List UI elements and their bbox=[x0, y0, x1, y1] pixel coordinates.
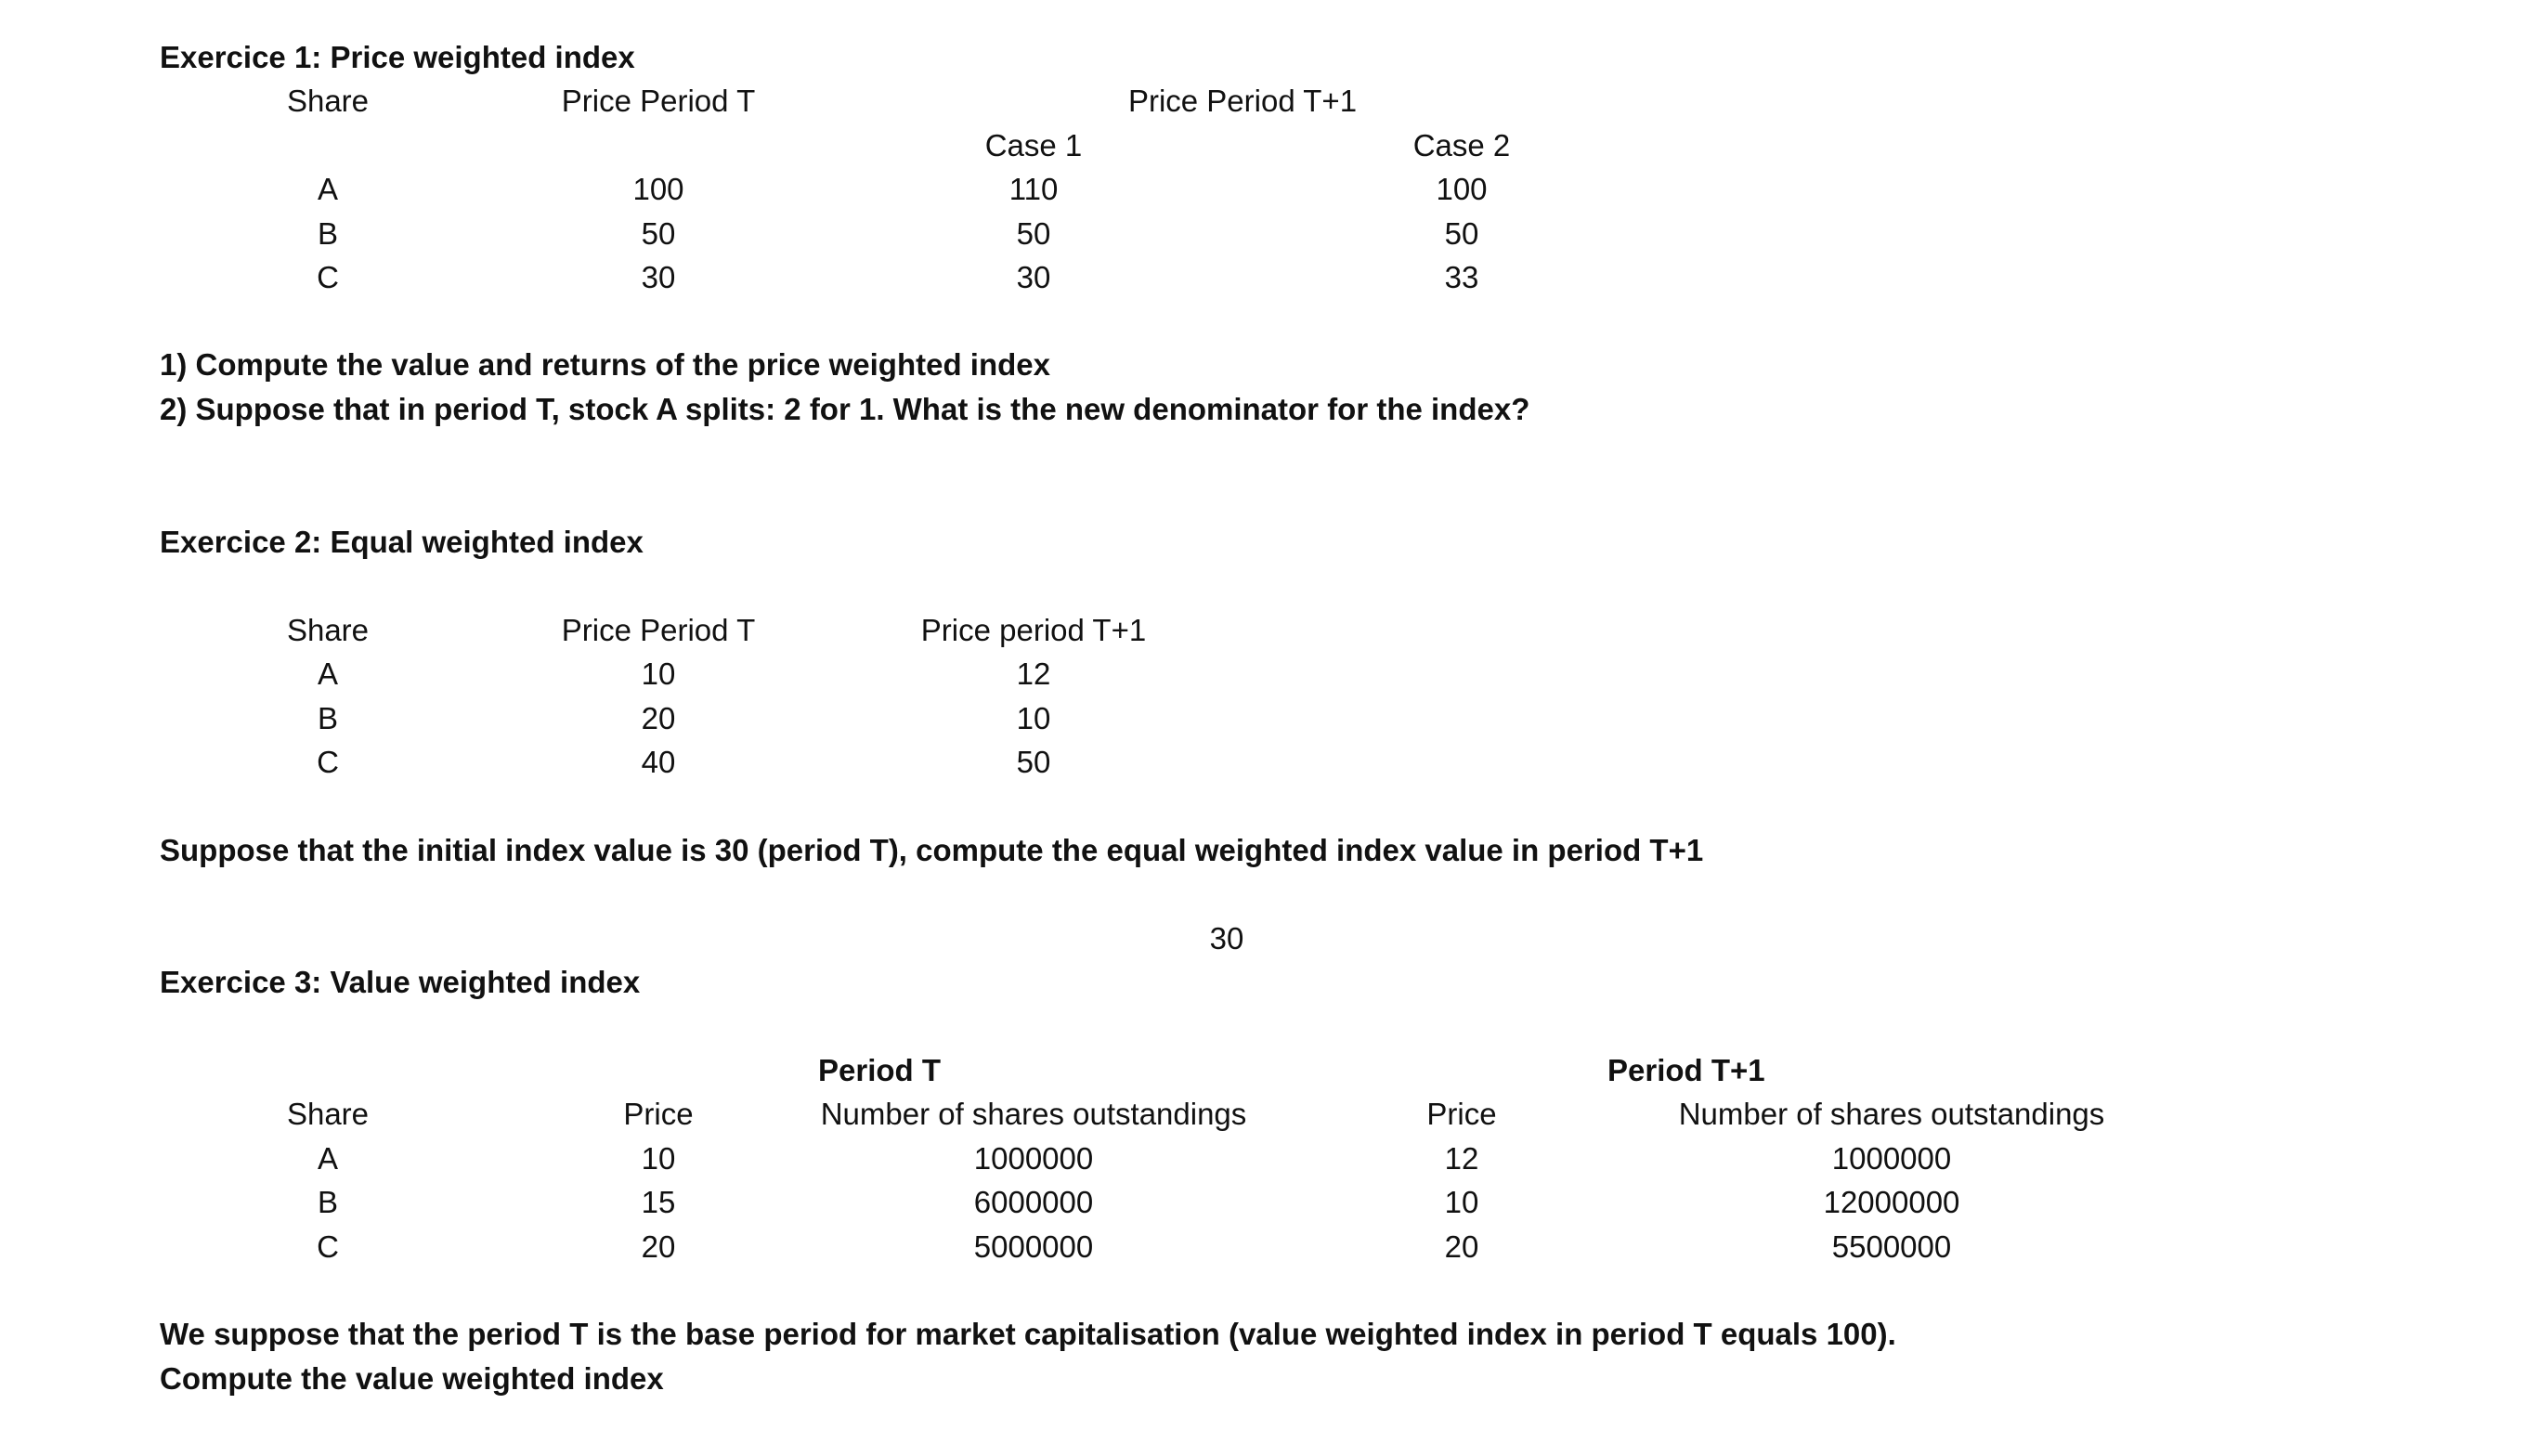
ex2-row-b-price-t1: 10 bbox=[1016, 701, 1051, 735]
ex1-row-c-price-t: 30 bbox=[641, 260, 676, 294]
ex1-header-price-t1: Price Period T+1 bbox=[1127, 84, 1358, 118]
ex1-header-case2: Case 2 bbox=[1412, 128, 1511, 162]
ex2-row-a-share: A bbox=[317, 656, 339, 691]
exercise-3-title: Exercice 3: Value weighted index bbox=[160, 965, 641, 999]
ex3-row-a-share: A bbox=[317, 1141, 339, 1176]
ex1-row-b-price-t: 50 bbox=[641, 216, 676, 251]
ex1-row-a-share: A bbox=[317, 172, 339, 206]
ex3-period-t1-label: Period T+1 bbox=[1607, 1053, 1765, 1087]
ex1-row-b-case1: 50 bbox=[1016, 216, 1051, 251]
ex2-row-c-price-t1: 50 bbox=[1016, 745, 1051, 779]
ex3-row-a-price-t: 10 bbox=[641, 1141, 676, 1176]
ex1-header-case1: Case 1 bbox=[984, 128, 1083, 162]
ex1-row-c-case2: 33 bbox=[1444, 260, 1479, 294]
ex3-question-line-1: We suppose that the period T is the base period for market capitalisation (value weighted index in period T equals 100). bbox=[160, 1317, 1896, 1351]
ex1-question-2: 2) Suppose that in period T, stock A splits: 2 for 1. What is the new denominator for the index? bbox=[160, 392, 1530, 426]
ex1-header-price-t: Price Period T bbox=[561, 84, 756, 118]
ex2-question: Suppose that the initial index value is 30 (period T), compute the equal weighted index value in period T+1 bbox=[160, 833, 1704, 867]
ex1-row-c-case1: 30 bbox=[1016, 260, 1051, 294]
ex2-row-b-price-t: 20 bbox=[641, 701, 676, 735]
ex3-row-a-shares-t: 1000000 bbox=[973, 1141, 1094, 1176]
ex3-header-price-t1: Price bbox=[1426, 1097, 1497, 1131]
ex3-period-t-label: Period T bbox=[818, 1053, 942, 1087]
ex2-row-c-share: C bbox=[317, 745, 339, 779]
ex1-header-share: Share bbox=[286, 84, 370, 118]
ex3-question-line-2: Compute the value weighted index bbox=[160, 1361, 664, 1396]
ex1-question-1: 1) Compute the value and returns of the price weighted index bbox=[160, 347, 1050, 382]
ex3-row-b-shares-t: 6000000 bbox=[973, 1185, 1094, 1219]
ex3-header-shares-t1: Number of shares outstandings bbox=[1678, 1097, 2105, 1131]
ex3-row-a-shares-t1: 1000000 bbox=[1831, 1141, 1952, 1176]
ex3-row-b-price-t1: 10 bbox=[1444, 1185, 1479, 1219]
ex3-row-c-shares-t1: 5500000 bbox=[1831, 1229, 1952, 1264]
ex3-header-shares-t: Number of shares outstandings bbox=[820, 1097, 1247, 1131]
ex2-note-value: 30 bbox=[1209, 921, 1244, 956]
ex3-row-c-price-t: 20 bbox=[641, 1229, 676, 1264]
ex1-row-a-case2: 100 bbox=[1436, 172, 1488, 206]
ex1-row-a-case1: 110 bbox=[1008, 172, 1059, 206]
ex3-row-a-price-t1: 12 bbox=[1444, 1141, 1479, 1176]
ex3-header-share: Share bbox=[286, 1097, 370, 1131]
ex3-row-b-share: B bbox=[317, 1185, 339, 1219]
ex3-header-price-t: Price bbox=[623, 1097, 694, 1131]
ex3-row-c-share: C bbox=[317, 1229, 339, 1264]
ex3-row-c-shares-t: 5000000 bbox=[973, 1229, 1094, 1264]
ex2-row-b-share: B bbox=[317, 701, 339, 735]
exercise-1-title: Exercice 1: Price weighted index bbox=[160, 40, 635, 74]
ex2-row-a-price-t1: 12 bbox=[1016, 656, 1051, 691]
ex3-row-b-shares-t1: 12000000 bbox=[1823, 1185, 1960, 1219]
ex3-row-c-price-t1: 20 bbox=[1444, 1229, 1479, 1264]
ex2-row-c-price-t: 40 bbox=[641, 745, 676, 779]
ex2-row-a-price-t: 10 bbox=[641, 656, 676, 691]
exercise-2-title: Exercice 2: Equal weighted index bbox=[160, 525, 644, 559]
ex1-row-c-share: C bbox=[317, 260, 339, 294]
ex2-header-price-t: Price Period T bbox=[561, 613, 756, 647]
ex1-row-a-price-t: 100 bbox=[632, 172, 684, 206]
ex3-row-b-price-t: 15 bbox=[641, 1185, 676, 1219]
ex1-row-b-share: B bbox=[317, 216, 339, 251]
ex2-header-price-t1: Price period T+1 bbox=[920, 613, 1147, 647]
ex2-header-share: Share bbox=[286, 613, 370, 647]
ex1-row-b-case2: 50 bbox=[1444, 216, 1479, 251]
